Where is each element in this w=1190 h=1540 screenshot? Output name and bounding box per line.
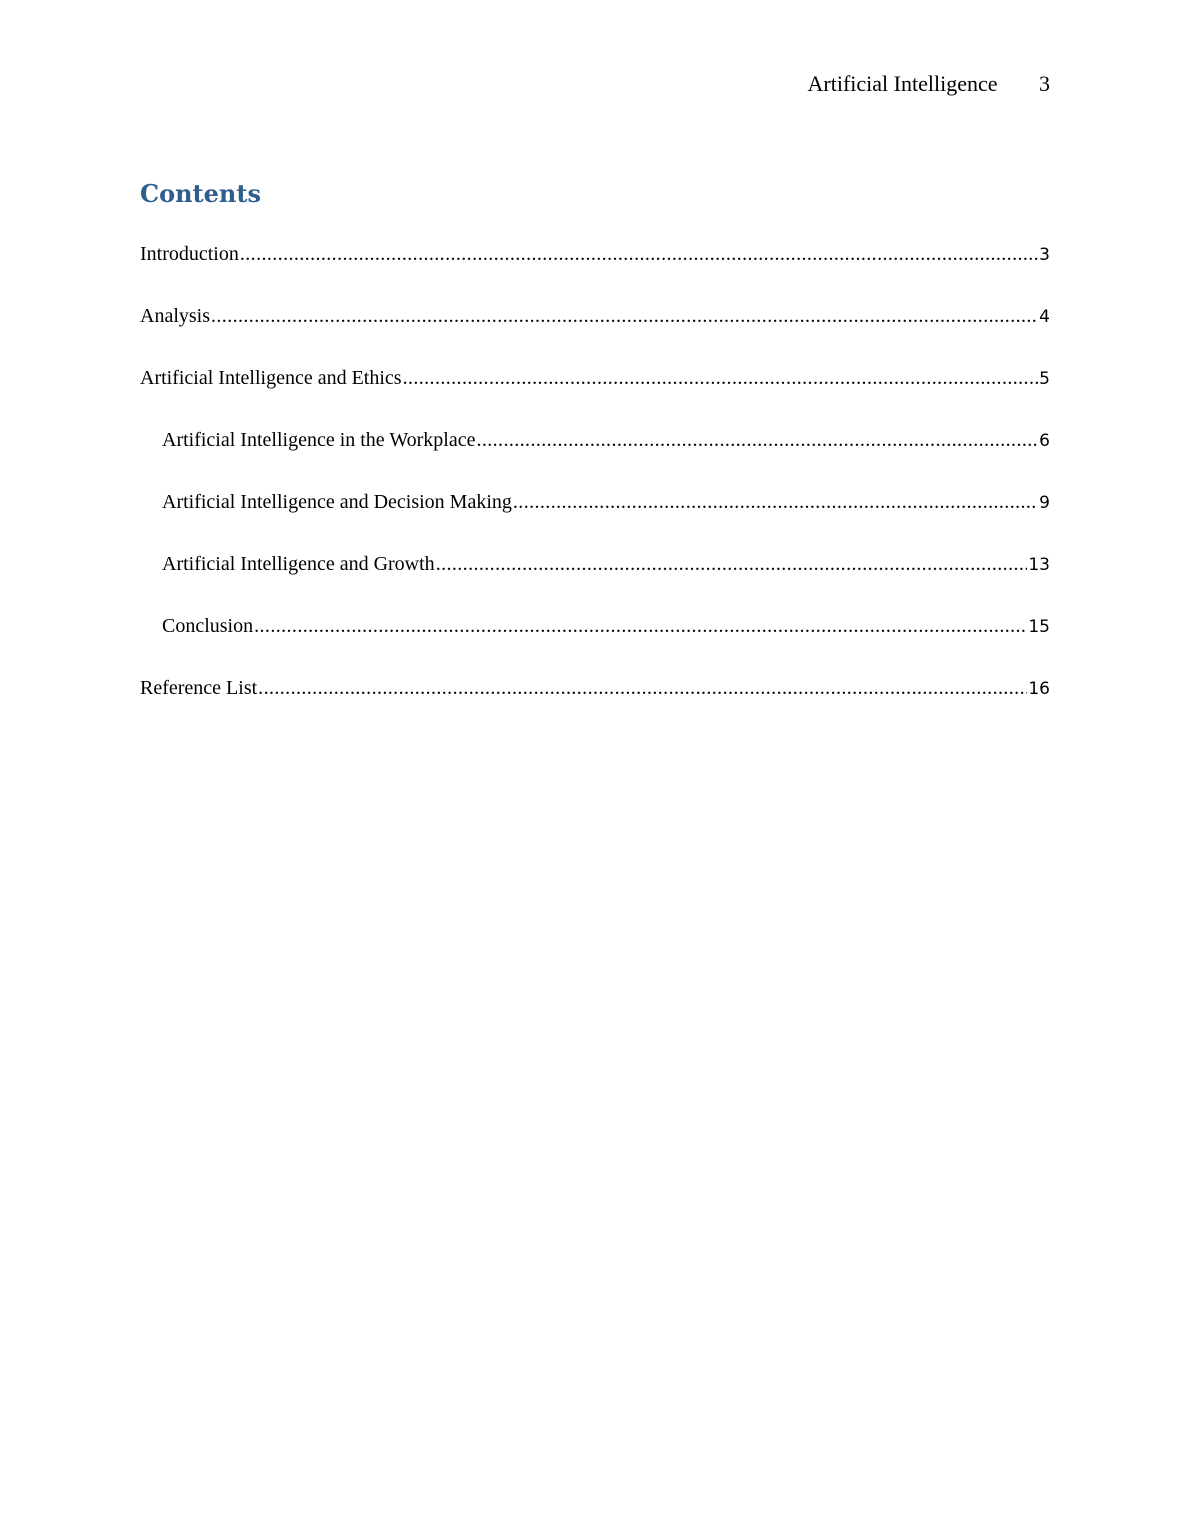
toc-heading: Contents [140,179,261,208]
toc-entry-page: 6 [1039,431,1050,451]
toc-dot-leader [436,548,1028,580]
toc-dot-leader [211,300,1038,332]
toc-dot-leader [254,610,1027,642]
toc-entry-ai-and-decision-making[interactable] [140,486,1050,548]
toc-entry-introduction[interactable] [140,238,1050,300]
toc-dot-leader [403,362,1039,394]
toc-entry-label: Analysis [140,305,210,327]
toc-entry-label: Introduction [140,243,239,265]
header-title: Artificial Intelligence [807,71,998,96]
toc-entry-page: 3 [1039,245,1050,265]
table-of-contents [140,238,1050,734]
toc-dot-leader [476,424,1038,456]
toc-dot-leader [513,486,1038,518]
toc-entry-conclusion[interactable] [140,610,1050,672]
page-header [808,68,1050,100]
toc-entry-label: Artificial Intelligence in the Workplace [162,429,476,451]
toc-entry-ai-in-workplace[interactable] [140,424,1050,486]
toc-dot-leader [240,238,1038,270]
toc-entry-analysis[interactable] [140,300,1050,362]
toc-entry-page: 9 [1039,493,1050,513]
toc-entry-page: 5 [1039,369,1050,389]
toc-entry-label: Conclusion [162,615,254,637]
header-page-number: 3 [1039,71,1050,96]
toc-entry-label: Artificial Intelligence and Decision Making [162,491,512,513]
toc-entry-label: Reference List [140,677,258,699]
toc-entry-ai-and-growth[interactable] [140,548,1050,610]
toc-entry-page: 4 [1039,307,1050,327]
toc-entry-page: 16 [1028,679,1050,699]
toc-entry-label: Artificial Intelligence and Ethics [140,367,402,389]
toc-dot-leader [258,672,1027,704]
toc-entry-label: Artificial Intelligence and Growth [162,553,435,575]
toc-entry-reference-list[interactable] [140,672,1050,734]
toc-entry-page: 13 [1028,555,1050,575]
toc-entry-page: 15 [1028,617,1050,637]
toc-entry-ai-and-ethics[interactable] [140,362,1050,424]
